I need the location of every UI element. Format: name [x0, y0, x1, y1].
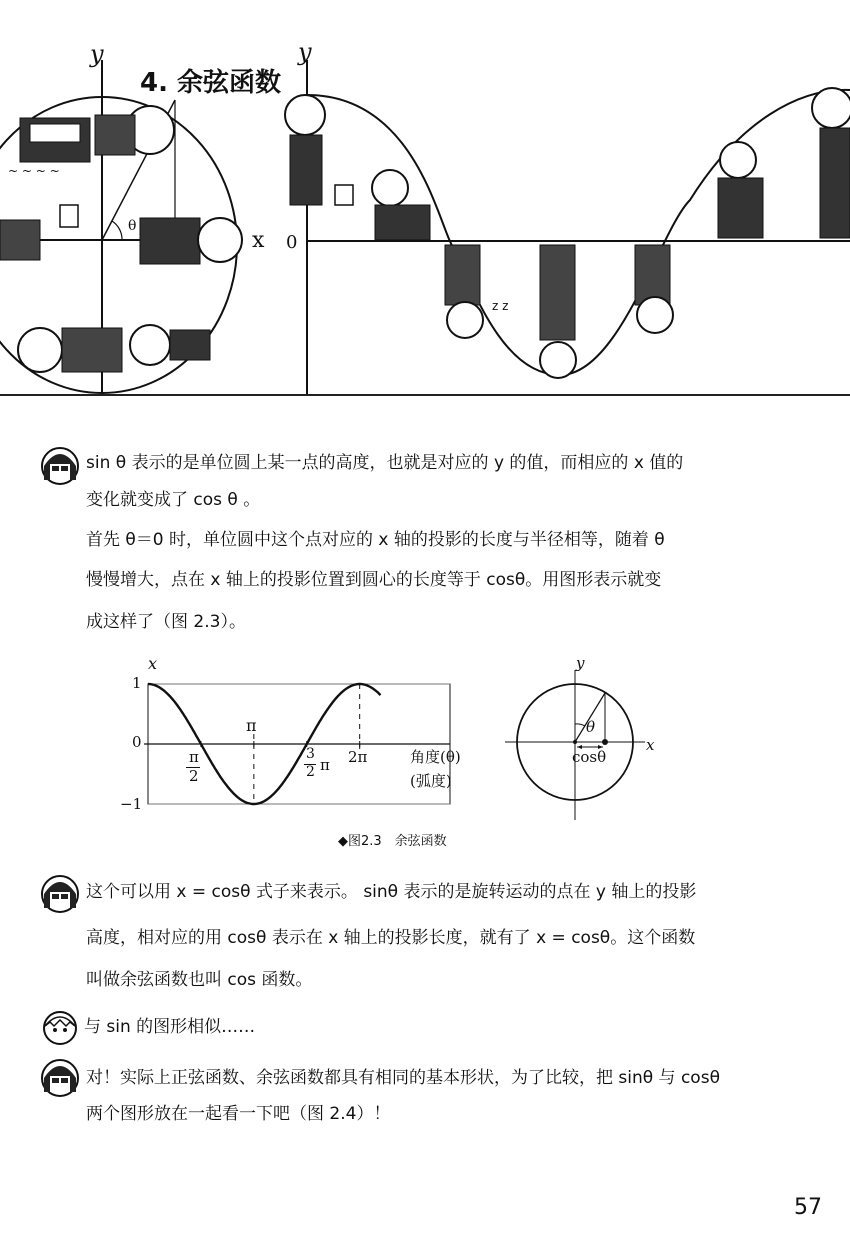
block1-line1: sin θ 表示的是单位圆上某一点的高度，也就是对应的 y 的值，而相应的 x 值的 — [86, 453, 684, 473]
theta-label-header: θ — [128, 218, 137, 234]
block1-line3: 首先 θ＝0 时，单位圆中这个点对应的 x 轴的投影的长度与半径相等，随着 θ — [86, 530, 665, 550]
block2-line3: 叫做余弦函数也叫 cos 函数。 — [86, 970, 313, 990]
tick-label-1: 1 — [132, 674, 142, 692]
y-axis-label-left: y — [90, 40, 104, 68]
block2-line2: 高度，相对应的用 cosθ 表示在 x 轴上的投影长度，就有了 x = cosθ。这个函数 — [86, 928, 696, 948]
chart-y-axis-label: x — [148, 654, 158, 673]
tick-label-0: 0 — [132, 733, 142, 751]
svg-text:~ ~ ~ ~: ~ ~ ~ ~ — [8, 164, 60, 178]
avatar-student — [42, 1010, 78, 1046]
circle-theta-label: θ — [586, 718, 596, 736]
character-hanging-1 — [445, 245, 483, 338]
block3-line1: 与 sin 的图形相似…… — [84, 1017, 256, 1037]
figure-caption: ◆图2.3 余弦函数 — [338, 834, 447, 849]
unit-circle-diagram — [505, 660, 665, 830]
character-sitting-2 — [718, 142, 763, 238]
character-hanging-2 — [540, 245, 576, 378]
circle-y-label: y — [576, 654, 585, 672]
svg-text:z z: z z — [492, 299, 509, 313]
avatar-teacher-2 — [40, 874, 80, 914]
avatar-teacher-3 — [40, 1058, 80, 1098]
header-illustration — [0, 0, 850, 400]
origin-label: 0 — [286, 232, 298, 253]
tick-label-half-pi-num: π — [189, 748, 199, 766]
y-axis-label-right: y — [298, 38, 312, 66]
section-title: 4. 余弦函数 — [140, 68, 282, 98]
character-hanging-3 — [635, 245, 673, 333]
x-axis-label-header: x — [252, 228, 265, 253]
block1-line2: 变化就变成了 cos θ 。 — [86, 490, 261, 510]
tick-label-three-half-den: 2 — [306, 764, 315, 780]
header-divider — [0, 394, 850, 396]
character-standing-2 — [812, 88, 850, 238]
tick-label-neg1: −1 — [120, 795, 143, 813]
block2-line1: 这个可以用 x = cosθ 式子来表示。 sinθ 表示的是旋转运动的点在 y 轴上的投影 — [86, 882, 697, 902]
block1-line5: 成这样了（图 2.3）。 — [86, 612, 246, 632]
character-top-left — [20, 106, 174, 162]
x-axis-label-angle: 角度(θ) — [410, 748, 461, 766]
avatar-teacher-1 — [40, 446, 80, 486]
tick-label-two-pi: 2π — [348, 748, 368, 766]
tick-label-half-pi-den: 2 — [189, 767, 199, 785]
character-standing-1 — [285, 95, 353, 205]
character-sitting-1 — [372, 170, 430, 240]
cosine-chart — [100, 650, 480, 830]
circle-cos-label: cosθ — [572, 748, 607, 766]
tick-label-pi: π — [246, 716, 257, 735]
block1-line4: 慢慢增大，点在 x 轴上的投影位置到圆心的长度等于 cosθ。用图形表示就变 — [86, 570, 662, 590]
block4-line2: 两个图形放在一起看一下吧（图 2.4）！ — [86, 1104, 391, 1124]
page-number: 57 — [794, 1195, 822, 1220]
block4-line1: 对！实际上正弦函数、余弦函数都具有相同的基本形状，为了比较，把 sinθ 与 cosθ — [86, 1068, 720, 1088]
circle-x-label: x — [646, 736, 655, 754]
x-axis-label-radian: (弧度) — [410, 772, 452, 790]
tick-label-three-half-pi: π — [320, 756, 330, 774]
tick-label-three-half-num: 3 — [306, 746, 315, 762]
